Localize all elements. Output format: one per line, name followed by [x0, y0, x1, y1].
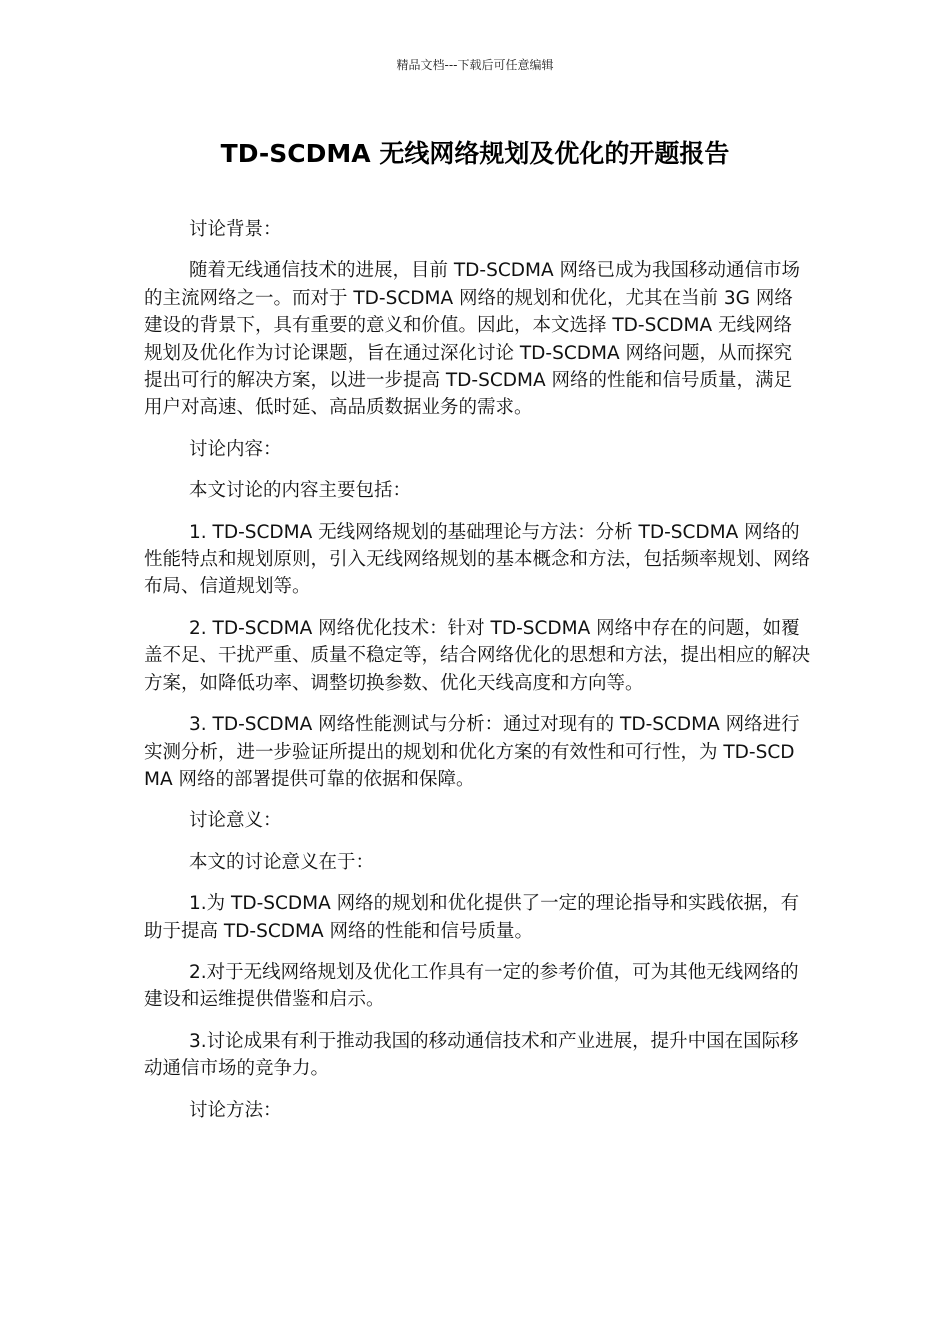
list-item-content-1: 1. TD-SCDMA 无线网络规划的基础理论与方法：分析 TD-SCDMA 网络的性能特点和规划原则，引入无线网络规划的基本概念和方法，包括频率规划、网络布局、信道规划等。 — [144, 521, 811, 598]
document-title: TD-SCDMA 无线网络规划及优化的开题报告 — [220, 139, 730, 168]
list-item-content-3: 3. TD-SCDMA 网络性能测试与分析：通过对现有的 TD-SCDMA 网络进行实测分析，进一步验证所提出的规划和优化方案的有效性和可行性，为 TD-SCDMA 网络的部署提供可靠的依据和保障。 — [144, 714, 800, 790]
list-item-significance-1: 1.为 TD-SCDMA 网络的规划和优化提供了一定的理论指导和实践依据，有助于提高 TD-SCDMA 网络的性能和信号质量。 — [144, 893, 800, 942]
list-item-significance-2: 2.对于无线网络规划及优化工作具有一定的参考价值，可为其他无线网络的建设和运维提供借鉴和启示。 — [144, 961, 799, 1011]
paragraph-background: 随着无线通信技术的进展，目前 TD-SCDMA 网络已成为我国移动通信市场的主流网络之一。而对于 TD-SCDMA 网络的规划和优化，尤其在当前 3G 网络建设的背景下，具有重要的意义和价值。因此，本文选择 TD-SCDMA 无线网络规划及优化作为讨论课题，旨在通过深化讨论 TD-SCDMA 网络问题，从而探究提出可行的解决方案，以进一步提高 TD-SCDMA 网络的性能和信号质量，满足用户对高速、低时延、高品质数据业务的需求。 — [144, 260, 801, 419]
section-heading-background: 讨论背景： — [189, 219, 282, 240]
document-body — [144, 216, 810, 1138]
section-heading-significance: 讨论意义： — [189, 810, 282, 832]
section-heading-content: 讨论内容： — [189, 438, 282, 460]
paragraph-significance-intro: 本文的讨论意义在于： — [189, 851, 375, 873]
section-heading-method: 讨论方法： — [189, 1099, 282, 1121]
paragraph-content-intro: 本文讨论的内容主要包括： — [189, 480, 412, 502]
header-watermark: 精品文档---下载后可任意编辑 — [396, 58, 554, 72]
list-item-significance-3: 3.讨论成果有利于推动我国的移动通信技术和产业进展，提升中国在国际移动通信市场的竞争力。 — [144, 1030, 799, 1080]
list-item-content-2: 2. TD-SCDMA 网络优化技术：针对 TD-SCDMA 网络中存在的问题，如覆盖不足、干扰严重、质量不稳定等，结合网络优化的思想和方法，提出相应的解决方案，如降低功率、调整切换参数、优化天线高度和方向等。 — [144, 617, 811, 694]
